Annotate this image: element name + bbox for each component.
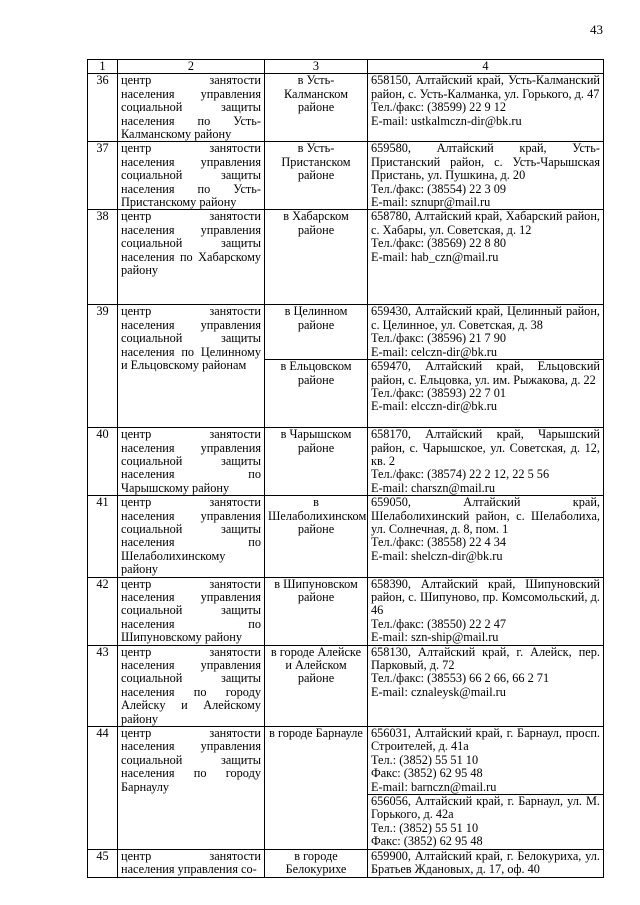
address-line: 659430, Алтайский край, Целинный район, с. Целинное, ул. Советская, д. 38 — [371, 304, 600, 332]
phone-line: Тел./факс: (38574) 22 2 12, 22 5 56 — [371, 467, 550, 482]
address-line: 656031, Алтайский край, г. Барнаул, просп. Строителей, д. 41а — [371, 726, 600, 754]
column-number: 1 — [88, 60, 118, 74]
row-number: 45 — [88, 849, 118, 877]
address-line: 658170, Алтайский край, Чарышский район, с. Чарышское, ул. Советская, д. 12, кв. 2 — [371, 427, 600, 468]
district-name: в городе Барнауле — [265, 727, 368, 850]
address-line: 656056, Алтайский край, г. Барнаул, ул. М. Горького, д. 42а — [371, 794, 600, 822]
email-line: E-mail: hab_czn@mail.ru — [371, 249, 499, 264]
email-line: E-mail: charszn@mail.ru — [371, 480, 496, 495]
phone-line: Тел./факс: (38596) 21 7 90 — [371, 331, 507, 346]
table-row — [88, 305, 604, 360]
organization-name: центр занятости населения управления социальной защиты населения по городу Алейску и Алейскому району — [118, 645, 265, 726]
district-name: в Шелаболихинском районе — [265, 496, 368, 577]
address-line: 659470, Алтайский край, Ельцовский район, с. Ельцовка, ул. им. Рыжакова, д. 22 — [371, 359, 600, 387]
organization-name: центр занятости населения управления социальной защиты населения по городу Барнаулу — [118, 727, 265, 850]
row-number: 38 — [88, 210, 118, 305]
column-number-row — [88, 60, 604, 74]
contact-details — [368, 428, 604, 496]
table-row — [88, 849, 604, 877]
row-number: 43 — [88, 645, 118, 726]
contact-details — [368, 305, 604, 360]
district-name: в Чарышском районе — [265, 428, 368, 496]
phone-line: Тел./факс: (38554) 22 3 09 — [371, 181, 507, 196]
table-row — [88, 74, 604, 142]
district-name: в городе Алейске и Алейском районе — [265, 645, 368, 726]
address-line: 659050, Алтайский край, Шелаболихинский район, с. Шелаболиха, ул. Солнечная, д. 8, пом. 1 — [371, 495, 600, 536]
email-line: E-mail: barnczn@mail.ru — [371, 779, 497, 794]
address-line: 658780, Алтайский край, Хабарский район, с. Хабары, ул. Советская, д. 12 — [371, 209, 600, 237]
fax-line: Факс: (3852) 62 95 48 — [371, 834, 483, 849]
contact-details — [368, 74, 604, 142]
phone-line: Тел./факс: (38550) 22 2 47 — [371, 616, 507, 631]
email-line: E-mail: elcczn-dir@bk.ru — [371, 399, 498, 414]
phone-line: Тел./факс: (38569) 22 8 80 — [371, 236, 507, 251]
organization-name: центр занятости населения управления социальной защиты населения по Чарышскому району — [118, 428, 265, 496]
contact-details — [368, 360, 604, 428]
contact-details — [368, 496, 604, 577]
phone-line: Тел.: (3852) 55 51 10 — [371, 820, 479, 835]
district-name: в Целинном районе — [265, 305, 368, 360]
district-name: в Ельцовском районе — [265, 360, 368, 428]
contact-details — [368, 849, 604, 877]
table-row — [88, 428, 604, 496]
district-name: в Шипуновском районе — [265, 577, 368, 645]
contact-details — [368, 727, 604, 795]
district-name: в Усть-Пристанском районе — [265, 142, 368, 210]
phone-line: Тел./факс: (38593) 22 7 01 — [371, 385, 507, 400]
organization-name: центр занятости населения управления социальной защиты населения по Усть-Калманскому району — [118, 74, 265, 142]
organization-name: центр занятости населения управления социальной защиты населения по Шипуновскому району — [118, 577, 265, 645]
table-row — [88, 727, 604, 795]
address-line: 659900, Алтайский край, г. Белокуриха, ул. Братьев Ждановых, д. 17, оф. 40 — [371, 849, 600, 877]
address-line: 658150, Алтайский край, Усть-Калманский район, с. Усть-Калманка, ул. Горького, д. 47 — [371, 73, 600, 101]
table-row — [88, 577, 604, 645]
column-number: 4 — [368, 60, 604, 74]
address-line: 658130, Алтайский край, г. Алейск, пер. Парковый, д. 72 — [371, 645, 600, 672]
district-name: в Усть-Калманском районе — [265, 74, 368, 142]
contact-details — [368, 210, 604, 305]
table-row — [88, 645, 604, 726]
phone-line: Тел./факс: (38558) 22 4 34 — [371, 535, 507, 550]
employment-centers-table — [87, 59, 604, 878]
row-number: 42 — [88, 577, 118, 645]
organization-name: центр занятости населения управления со- — [118, 849, 265, 877]
email-line: E-mail: szn-ship@mail.ru — [371, 630, 499, 645]
organization-name: центр занятости населения управления социальной защиты населения по Усть-Пристанскому району — [118, 142, 265, 210]
row-number: 44 — [88, 727, 118, 850]
page-number: 43 — [590, 22, 603, 37]
email-line: E-mail: cznaleysk@mail.ru — [371, 684, 506, 699]
column-number: 3 — [265, 60, 368, 74]
row-number: 40 — [88, 428, 118, 496]
organization-name: центр занятости населения управления социальной защиты населения по Шелаболихинскому району — [118, 496, 265, 577]
table-row — [88, 210, 604, 305]
table-row — [88, 496, 604, 577]
row-number: 37 — [88, 142, 118, 210]
column-number: 2 — [118, 60, 265, 74]
contact-details — [368, 142, 604, 210]
fax-line: Факс: (3852) 62 95 48 — [371, 766, 483, 781]
row-number: 39 — [88, 305, 118, 428]
email-line: E-mail: ustkalmczn-dir@bk.ru — [371, 113, 522, 128]
contact-details — [368, 577, 604, 645]
email-line: E-mail: celczn-dir@bk.ru — [371, 344, 498, 359]
organization-name: центр занятости населения управления социальной защиты населения по Целинному и Ельцовскому районам — [118, 305, 265, 428]
email-line: E-mail: shelczn-dir@bk.ru — [371, 548, 503, 563]
row-number: 36 — [88, 74, 118, 142]
district-name: в Хабарском районе — [265, 210, 368, 305]
address-line: 658390, Алтайский край, Шипуновский район, с. Шипуново, пр. Комсомольский, д. 46 — [371, 577, 600, 618]
row-number: 41 — [88, 496, 118, 577]
phone-line: Тел./факс: (38599) 22 9 12 — [371, 100, 507, 115]
district-name: в городе Белокурихе — [265, 849, 368, 877]
phone-line: Тел./факс: (38553) 66 2 66, 66 2 71 — [371, 671, 550, 686]
contact-details — [368, 795, 604, 850]
table-row — [88, 142, 604, 210]
contact-details — [368, 645, 604, 726]
organization-name: центр занятости населения управления социальной защиты населения по Хабарскому району — [118, 210, 265, 305]
address-line: 659580, Алтайский край, Усть-Пристанский район, с. Усть-Чарышская Пристань, ул. Пушкина, д. 20 — [371, 141, 600, 183]
phone-line: Тел.: (3852) 55 51 10 — [371, 752, 479, 767]
email-line: E-mail: sznupr@mail.ru — [371, 195, 491, 210]
